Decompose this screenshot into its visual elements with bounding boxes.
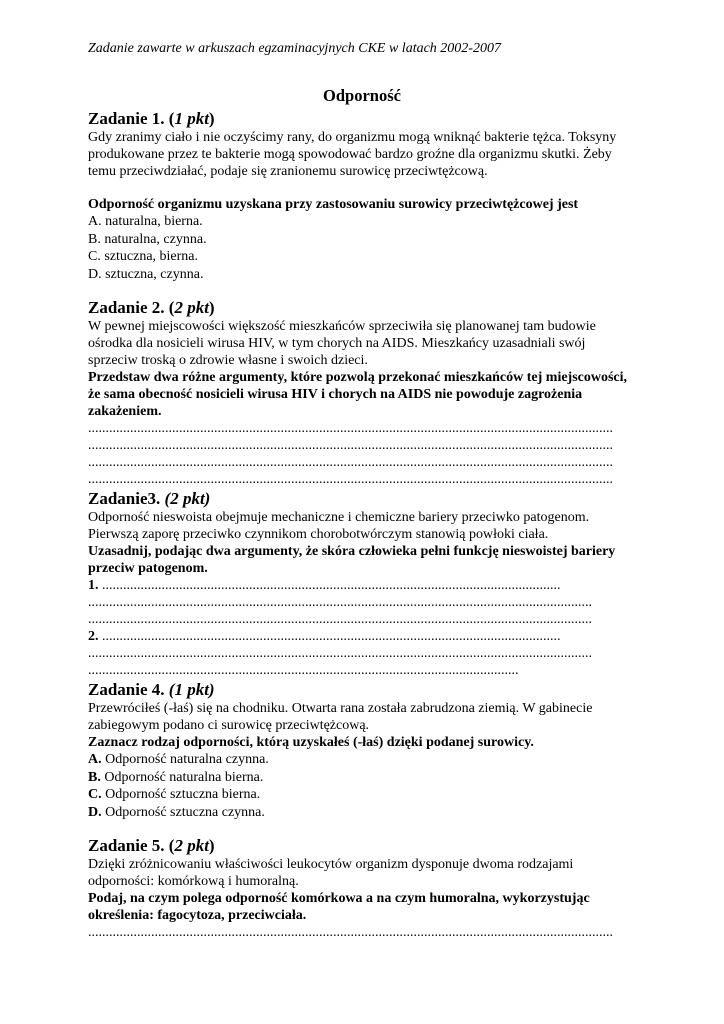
task-4-option-c[interactable]: C. Odporność sztuczna bierna.	[88, 787, 261, 802]
answer-line[interactable]: ...........................................................................................................................	[88, 663, 519, 678]
exam-page	[88, 40, 636, 941]
task-4-heading: Zadanie 4. (1 pkt)	[88, 680, 215, 699]
task-3-question: Uzasadnij, podając dwa argumenty, że skóra człowieka pełni funkcję nieswoistej bariery przeciw patogenom.	[88, 544, 616, 576]
task-4-option-a[interactable]: A. Odporność naturalna czynna.	[88, 752, 269, 767]
answer-line[interactable]: ......................................................................................................................................................	[88, 472, 613, 487]
task-2-text: W pewnej miejscowości większość mieszkańców sprzeciwiła się planowanej tam budowie ośrodka dla nosicieli wirusa HIV, w tym chorych na AIDS. Mieszkańcy uzasadniali swój sprzeciw troską o zdrowie własne i swoich dzieci.	[88, 319, 596, 368]
task-2	[88, 297, 636, 488]
task-1	[88, 108, 636, 283]
answer-line[interactable]: ......................................................................................................................................................	[88, 438, 613, 453]
task-1-option-b[interactable]: B. naturalna, czynna.	[88, 231, 207, 247]
task-3	[88, 488, 636, 679]
task-5-question: Podaj, na czym polega odporność komórkowa a na czym humoralna, wykorzystując określenia: fagocytoza, przeciwciała.	[88, 891, 590, 923]
answer-line[interactable]: ......................................................................................................................................................	[88, 925, 613, 940]
page-title: Odporność	[323, 86, 401, 105]
task-1-option-d[interactable]: D. sztuczna, czynna.	[88, 266, 204, 282]
task-1-option-c[interactable]: C. sztuczna, bierna.	[88, 249, 199, 264]
task-1-question: Odporność organizmu uzyskana przy zastosowaniu surowicy przeciwtężcowej jest	[88, 197, 579, 212]
task-1-option-a[interactable]: A. naturalna, bierna.	[88, 214, 203, 229]
task-1-heading: Zadanie 1. (1 pkt)	[88, 109, 215, 128]
answer-line[interactable]: ................................................................................................................................................	[88, 612, 592, 627]
task-3-heading: Zadanie3. (2 pkt)	[88, 489, 211, 508]
task-5-heading: Zadanie 5. (2 pkt)	[88, 836, 215, 855]
answer-line[interactable]: ................................................................................................................................................	[88, 595, 592, 610]
task-4-text: Przewróciłeś (-łaś) się na chodniku. Otwarta rana została zabrudzona ziemią. W gabinecie zabiegowym podano ci surowicę przeciwtężcową.	[88, 701, 593, 733]
task-4-option-b[interactable]: B. Odporność naturalna bierna.	[88, 769, 264, 785]
answer-line-1[interactable]: 1. ...................................................................................................................................	[88, 578, 561, 593]
task-3-text: Odporność nieswoista obejmuje mechaniczne i chemiczne bariery przeciwko patogenom. Pierwszą zaporę przeciwko czynnikom chorobotwórczym stanowią powłoki ciała.	[88, 510, 590, 542]
task-5-text: Dzięki zróżnicowaniu właściwości leukocytów organizm dysponuje dwoma rodzajami odporności: komórkową i humoralną.	[88, 857, 574, 889]
task-4	[88, 679, 636, 821]
task-2-question: Przedstaw dwa różne argumenty, które pozwolą przekonać mieszkańców tej miejscowości, że sama obecność nosicieli wirusa HIV i chorych na AIDS nie powoduje zagrożenia zakażeniem.	[88, 370, 628, 419]
task-1-text: Gdy zranimy ciało i nie oczyścimy rany, do organizmu mogą wniknąć bakterie tężca. Toksyny produkowane przez te bakterie mogą spowodować bardzo groźne dla organizmu skutki. Żeby temu przeciwdziałać, podaje się zranionemu surowicę przeciwtężcową.	[88, 130, 617, 179]
answer-line[interactable]: ......................................................................................................................................................	[88, 455, 613, 470]
answer-line[interactable]: ......................................................................................................................................................	[88, 421, 613, 436]
task-4-option-d[interactable]: D. Odporność sztuczna czynna.	[88, 804, 265, 820]
answer-line-2[interactable]: 2. ...................................................................................................................................	[88, 629, 561, 644]
page-header: Zadanie zawarte w arkuszach egzaminacyjnych CKE w latach 2002-2007	[88, 41, 501, 56]
task-5	[88, 835, 636, 941]
task-4-question: Zaznacz rodzaj odporności, którą uzyskałeś (-łaś) dzięki podanej surowicy.	[88, 735, 534, 750]
task-2-heading: Zadanie 2. (2 pkt)	[88, 298, 215, 317]
answer-line[interactable]: ................................................................................................................................................	[88, 646, 592, 661]
